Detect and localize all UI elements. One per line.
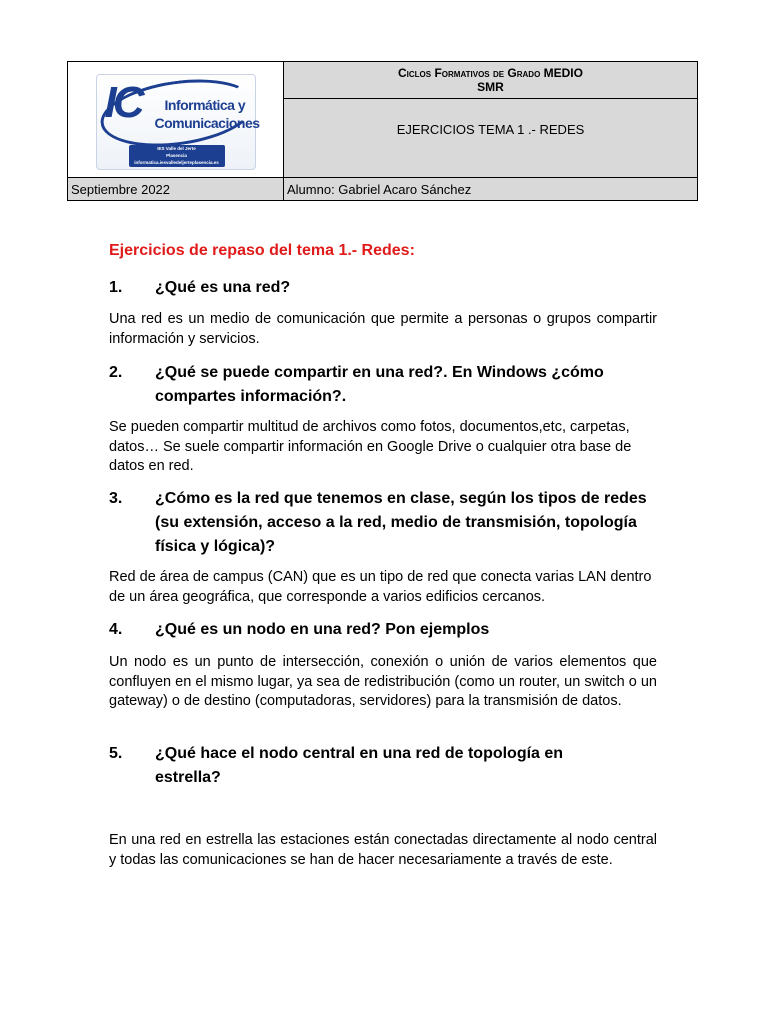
program-cell [284,62,698,99]
question-1 [109,276,669,300]
logo-band [129,145,225,167]
document-header [67,61,698,201]
course-name: SMR [477,80,504,94]
date-cell: Septiembre 2022 [68,178,284,201]
question-text: ¿Qué es un nodo en una red? Pon ejemplos [155,621,490,638]
question-2 [109,361,609,409]
answer-3: Red de área de campus (CAN) que es un tipo de red que conecta varias LAN dentro de un área geográfica, que corresponde a varios edificios cercanos. [109,569,652,605]
question-text: ¿Cómo es la red que tenemos en clase, según los tipos de redes (su extensión, acceso a la red, medio de transmisión, topología física y lógica)? [155,490,647,555]
answer-4: Un nodo es un punto de intersección, conexión o unión de varios elementos que confluyen en el mismo lugar, ya sea de redistribución (como un router, un switch o un gateway) o de destino (computadoras, servidores) para la transmisión de datos. [109,654,657,709]
question-text: ¿Qué hace el nodo central en una red de topología en estrella? [155,745,564,786]
school-logo [96,74,260,170]
answer-1: Una red es un medio de comunicación que permite a personas o grupos compartir información y servicios. [109,311,657,347]
question-3 [109,487,669,559]
logo-band-line2: Plasencia [166,152,187,158]
question-number: 2. [109,364,123,381]
question-number: 4. [109,621,123,638]
logo-band-line3: informatica.iesvalledeljerteplasencia.es [134,159,219,165]
student-cell: Alumno: Gabriel Acaro Sánchez [284,178,698,201]
program-level: MEDIO [543,66,583,80]
question-number: 5. [109,745,123,762]
program-prefix: Ciclos Formativos de Grado [398,66,541,80]
question-text: ¿Qué es una red? [155,279,291,296]
question-number: 3. [109,490,123,507]
answer-5: En una red en estrella las estaciones están conectadas directamente al nodo central y todas las comunicaciones se han de hacer necesariamente a través de este. [109,832,657,868]
question-5 [109,742,629,790]
question-4 [109,618,669,642]
logo-band-line1: IES Valle del Jerte [157,145,196,151]
answer-2: Se pueden compartir multitud de archivos como fotos, documentos,etc, carpetas, datos… Se suele compartir información en Google Drive o cualquier otra base de datos en red. [109,419,632,474]
question-text: ¿Qué se puede compartir en una red?. En Windows ¿cómo compartes información?. [155,364,604,405]
logo-text-line1: Informática y [164,96,246,113]
question-number: 1. [109,279,123,296]
logo-initials: IC [104,77,141,127]
exercise-title: EJERCICIOS TEMA 1 .- REDES [284,99,698,178]
section-title: Ejercicios de repaso del tema 1.- Redes: [109,242,415,259]
logo-text-line2: Comunicaciones [154,114,260,131]
logo-cell [68,62,284,178]
